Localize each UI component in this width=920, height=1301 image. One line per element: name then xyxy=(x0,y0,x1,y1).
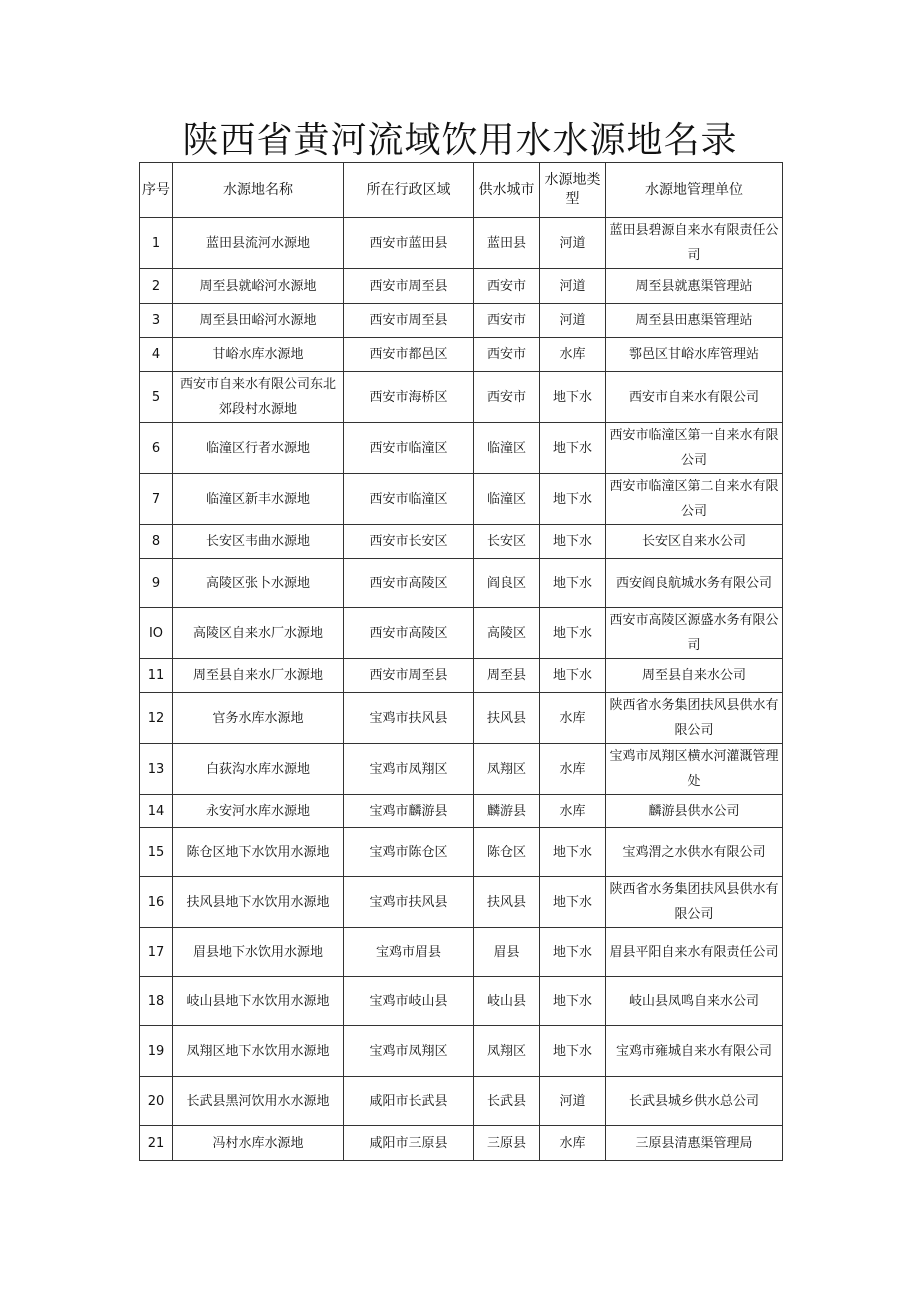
cell-type: 水库 xyxy=(540,1126,606,1161)
cell-city: 凤翔区 xyxy=(474,1026,540,1077)
cell-district: 宝鸡市凤翔区 xyxy=(344,1026,474,1077)
cell-no: 15 xyxy=(140,828,173,877)
table-row xyxy=(140,218,783,269)
cell-unit: 三原县清惠渠管理局 xyxy=(606,1126,783,1161)
cell-name: 陈仓区地下水饮用水源地 xyxy=(173,828,344,877)
table-row xyxy=(140,423,783,474)
cell-name: 周至县田峪河水源地 xyxy=(173,304,344,338)
page-title: 陕西省黄河流域饮用水水源地名录 xyxy=(182,120,738,161)
cell-district: 宝鸡市凤翔区 xyxy=(344,744,474,795)
cell-type: 地下水 xyxy=(540,559,606,608)
table-row xyxy=(140,659,783,693)
cell-district: 西安市高陵区 xyxy=(344,608,474,659)
cell-type: 地下水 xyxy=(540,474,606,525)
table-row xyxy=(140,304,783,338)
cell-unit: 宝鸡市雍城自来水有限公司 xyxy=(606,1026,783,1077)
cell-type: 地下水 xyxy=(540,608,606,659)
cell-district: 西安市周至县 xyxy=(344,269,474,304)
cell-city: 蓝田县 xyxy=(474,218,540,269)
cell-name: 冯村水库水源地 xyxy=(173,1126,344,1161)
cell-city: 临潼区 xyxy=(474,423,540,474)
cell-no: 5 xyxy=(140,372,173,423)
table-row xyxy=(140,1026,783,1077)
table-row xyxy=(140,928,783,977)
cell-name: 高陵区自来水厂水源地 xyxy=(173,608,344,659)
cell-unit: 西安市自来水有限公司 xyxy=(606,372,783,423)
cell-type: 河道 xyxy=(540,304,606,338)
cell-district: 西安市高陵区 xyxy=(344,559,474,608)
cell-district: 宝鸡市岐山县 xyxy=(344,977,474,1026)
cell-no: 17 xyxy=(140,928,173,977)
cell-city: 西安市 xyxy=(474,269,540,304)
cell-name: 扶风县地下水饮用水源地 xyxy=(173,877,344,928)
cell-name: 永安河水库水源地 xyxy=(173,795,344,828)
cell-type: 地下水 xyxy=(540,1026,606,1077)
header-no: 序号 xyxy=(140,163,173,218)
header-type: 水源地类型 xyxy=(540,163,606,218)
cell-type: 地下水 xyxy=(540,659,606,693)
cell-unit: 岐山县凤鸣自来水公司 xyxy=(606,977,783,1026)
cell-city: 西安市 xyxy=(474,304,540,338)
cell-name: 临潼区行者水源地 xyxy=(173,423,344,474)
table-row xyxy=(140,1077,783,1126)
cell-no: 1 xyxy=(140,218,173,269)
table-row xyxy=(140,474,783,525)
cell-district: 西安市周至县 xyxy=(344,304,474,338)
cell-type: 地下水 xyxy=(540,828,606,877)
table-row xyxy=(140,559,783,608)
cell-name: 高陵区张卜水源地 xyxy=(173,559,344,608)
cell-name: 眉县地下水饮用水源地 xyxy=(173,928,344,977)
cell-city: 长武县 xyxy=(474,1077,540,1126)
cell-district: 宝鸡市眉县 xyxy=(344,928,474,977)
cell-no: IO xyxy=(140,608,173,659)
cell-city: 三原县 xyxy=(474,1126,540,1161)
cell-no: 2 xyxy=(140,269,173,304)
cell-unit: 眉县平阳自来水有限责任公司 xyxy=(606,928,783,977)
header-unit: 水源地管理单位 xyxy=(606,163,783,218)
cell-city: 岐山县 xyxy=(474,977,540,1026)
table-row xyxy=(140,372,783,423)
cell-unit: 陕西省水务集团扶风县供水有限公司 xyxy=(606,877,783,928)
cell-type: 河道 xyxy=(540,218,606,269)
cell-type: 河道 xyxy=(540,1077,606,1126)
cell-district: 宝鸡市扶风县 xyxy=(344,693,474,744)
cell-city: 麟游县 xyxy=(474,795,540,828)
cell-unit: 周至县就惠渠管理站 xyxy=(606,269,783,304)
cell-city: 长安区 xyxy=(474,525,540,559)
cell-unit: 西安市高陵区源盛水务有限公司 xyxy=(606,608,783,659)
cell-type: 地下水 xyxy=(540,423,606,474)
table-row xyxy=(140,977,783,1026)
cell-city: 西安市 xyxy=(474,372,540,423)
cell-city: 眉县 xyxy=(474,928,540,977)
cell-type: 地下水 xyxy=(540,372,606,423)
table-row xyxy=(140,877,783,928)
cell-district: 西安市临潼区 xyxy=(344,423,474,474)
cell-no: 18 xyxy=(140,977,173,1026)
cell-type: 河道 xyxy=(540,269,606,304)
cell-unit: 西安市临潼区第二自来水有限公司 xyxy=(606,474,783,525)
cell-name: 周至县自来水厂水源地 xyxy=(173,659,344,693)
cell-no: 4 xyxy=(140,338,173,372)
header-name: 水源地名称 xyxy=(173,163,344,218)
table-row xyxy=(140,608,783,659)
cell-name: 岐山县地下水饮用水源地 xyxy=(173,977,344,1026)
cell-no: 19 xyxy=(140,1026,173,1077)
cell-name: 凤翔区地下水饮用水源地 xyxy=(173,1026,344,1077)
cell-unit: 周至县田惠渠管理站 xyxy=(606,304,783,338)
table-row xyxy=(140,338,783,372)
table-row xyxy=(140,1126,783,1161)
cell-district: 西安市周至县 xyxy=(344,659,474,693)
cell-type: 地下水 xyxy=(540,877,606,928)
cell-type: 水库 xyxy=(540,744,606,795)
table-row xyxy=(140,269,783,304)
cell-unit: 周至县自来水公司 xyxy=(606,659,783,693)
cell-unit: 西安阎良航城水务有限公司 xyxy=(606,559,783,608)
water-source-table xyxy=(139,162,783,1161)
cell-name: 周至县就峪河水源地 xyxy=(173,269,344,304)
cell-district: 西安市长安区 xyxy=(344,525,474,559)
cell-no: 7 xyxy=(140,474,173,525)
cell-unit: 蓝田县碧源自来水有限责任公司 xyxy=(606,218,783,269)
cell-type: 地下水 xyxy=(540,928,606,977)
cell-no: 3 xyxy=(140,304,173,338)
table-row xyxy=(140,744,783,795)
cell-unit: 宝鸡市凤翔区横水河灌溉管理处 xyxy=(606,744,783,795)
cell-name: 临潼区新丰水源地 xyxy=(173,474,344,525)
cell-city: 扶风县 xyxy=(474,693,540,744)
cell-type: 水库 xyxy=(540,338,606,372)
cell-no: 16 xyxy=(140,877,173,928)
cell-name: 西安市自来水有限公司东北郊段村水源地 xyxy=(173,372,344,423)
header-city: 供水城市 xyxy=(474,163,540,218)
cell-no: 6 xyxy=(140,423,173,474)
cell-no: 12 xyxy=(140,693,173,744)
cell-city: 陈仓区 xyxy=(474,828,540,877)
cell-no: 9 xyxy=(140,559,173,608)
cell-city: 周至县 xyxy=(474,659,540,693)
cell-unit: 长安区自来水公司 xyxy=(606,525,783,559)
cell-name: 长安区韦曲水源地 xyxy=(173,525,344,559)
cell-city: 高陵区 xyxy=(474,608,540,659)
cell-name: 官务水库水源地 xyxy=(173,693,344,744)
table-row xyxy=(140,525,783,559)
table-row xyxy=(140,795,783,828)
cell-city: 阎良区 xyxy=(474,559,540,608)
cell-district: 西安市海桥区 xyxy=(344,372,474,423)
cell-unit: 陕西省水务集团扶风县供水有限公司 xyxy=(606,693,783,744)
cell-no: 14 xyxy=(140,795,173,828)
cell-city: 临潼区 xyxy=(474,474,540,525)
cell-unit: 西安市临潼区第一自来水有限公司 xyxy=(606,423,783,474)
cell-type: 地下水 xyxy=(540,977,606,1026)
cell-no: 20 xyxy=(140,1077,173,1126)
cell-district: 宝鸡市陈仓区 xyxy=(344,828,474,877)
cell-district: 西安市蓝田县 xyxy=(344,218,474,269)
table-row xyxy=(140,693,783,744)
cell-city: 凤翔区 xyxy=(474,744,540,795)
cell-district: 咸阳市长武县 xyxy=(344,1077,474,1126)
cell-unit: 长武县城乡供水总公司 xyxy=(606,1077,783,1126)
cell-no: 8 xyxy=(140,525,173,559)
cell-district: 宝鸡市麟游县 xyxy=(344,795,474,828)
cell-no: 21 xyxy=(140,1126,173,1161)
cell-no: 11 xyxy=(140,659,173,693)
cell-district: 宝鸡市扶风县 xyxy=(344,877,474,928)
cell-type: 水库 xyxy=(540,795,606,828)
cell-name: 白荻沟水库水源地 xyxy=(173,744,344,795)
cell-city: 扶风县 xyxy=(474,877,540,928)
cell-district: 西安市临潼区 xyxy=(344,474,474,525)
cell-district: 咸阳市三原县 xyxy=(344,1126,474,1161)
table-row xyxy=(140,828,783,877)
cell-unit: 麟游县供水公司 xyxy=(606,795,783,828)
cell-name: 长武县黑河饮用水水源地 xyxy=(173,1077,344,1126)
cell-type: 水库 xyxy=(540,693,606,744)
cell-name: 蓝田县流河水源地 xyxy=(173,218,344,269)
cell-unit: 宝鸡渭之水供水有限公司 xyxy=(606,828,783,877)
cell-city: 西安市 xyxy=(474,338,540,372)
table-header-row xyxy=(140,163,783,218)
cell-type: 地下水 xyxy=(540,525,606,559)
cell-unit: 鄠邑区甘峪水库管理站 xyxy=(606,338,783,372)
cell-district: 西安市都邑区 xyxy=(344,338,474,372)
cell-no: 13 xyxy=(140,744,173,795)
header-district: 所在行政区域 xyxy=(344,163,474,218)
cell-name: 甘峪水库水源地 xyxy=(173,338,344,372)
